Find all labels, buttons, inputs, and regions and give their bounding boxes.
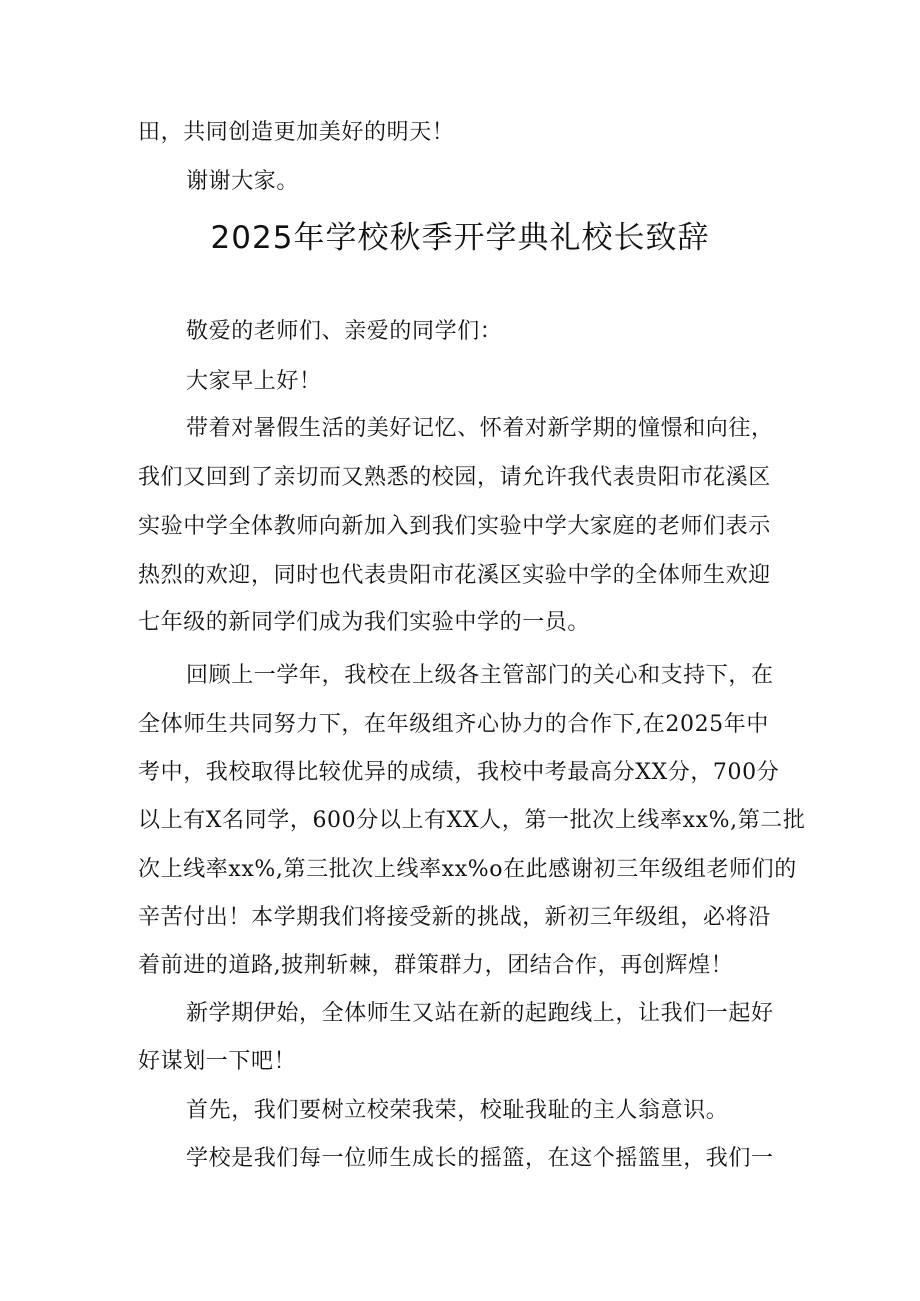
text-line: 新学期伊始，全体师生又站在新的起跑线上，让我们一起好 xyxy=(186,1001,774,1026)
text-line: 我们又回到了亲切而又熟悉的校园，请允许我代表贵阳市花溪区 xyxy=(138,465,771,490)
text-line: 学校是我们每一位师生成长的摇篮，在这个摇篮里，我们一 xyxy=(186,1146,774,1171)
text-line: 谢谢大家。 xyxy=(186,169,300,194)
text-line: 考中，我校取得比较优异的成绩，我校中考最高分XX分，700分 xyxy=(138,760,780,785)
text-line: 田，共同创造更加美好的明天！ xyxy=(138,120,455,145)
text-line: 全体师生共同努力下，在年级组齐心协力的合作下,在2025年中 xyxy=(138,712,769,737)
text-line: 实验中学全体教师向新加入到我们实验中学大家庭的老师们表示 xyxy=(138,514,771,539)
document-title: 2025年学校秋季开学典礼校长致辞 xyxy=(210,220,710,256)
text-line: 回顾上一学年，我校在上级各主管部门的关心和支持下，在 xyxy=(186,663,774,688)
text-line: 着前进的道路,披荆斩棘，群策群力，团结合作，再创辉煌！ xyxy=(138,953,734,978)
text-line: 热烈的欢迎，同时也代表贵阳市花溪区实验中学的全体师生欢迎 xyxy=(138,563,771,588)
text-line: 以上有X名同学，600分以上有XX人，第一批次上线率xx%,第二批 xyxy=(138,808,806,833)
text-line: 七年级的新同学们成为我们实验中学的一员。 xyxy=(138,610,591,635)
text-line: 敬爱的老师们、亲爱的同学们： xyxy=(186,319,503,344)
text-line: 好谋划一下吧！ xyxy=(138,1049,297,1074)
text-line: 大家早上好！ xyxy=(186,369,322,394)
text-line: 带着对暑假生活的美好记忆、怀着对新学期的憧憬和向往， xyxy=(186,416,774,441)
text-line: 辛苦付出！本学期我们将接受新的挑战，新初三年级组，必将沿 xyxy=(138,905,771,930)
text-line: 次上线率xx%,第三批次上线率xx%o在此感谢初三年级组老师们的 xyxy=(138,857,797,882)
text-line: 首先，我们要树立校荣我荣，校耻我耻的主人翁意识。 xyxy=(186,1098,729,1123)
